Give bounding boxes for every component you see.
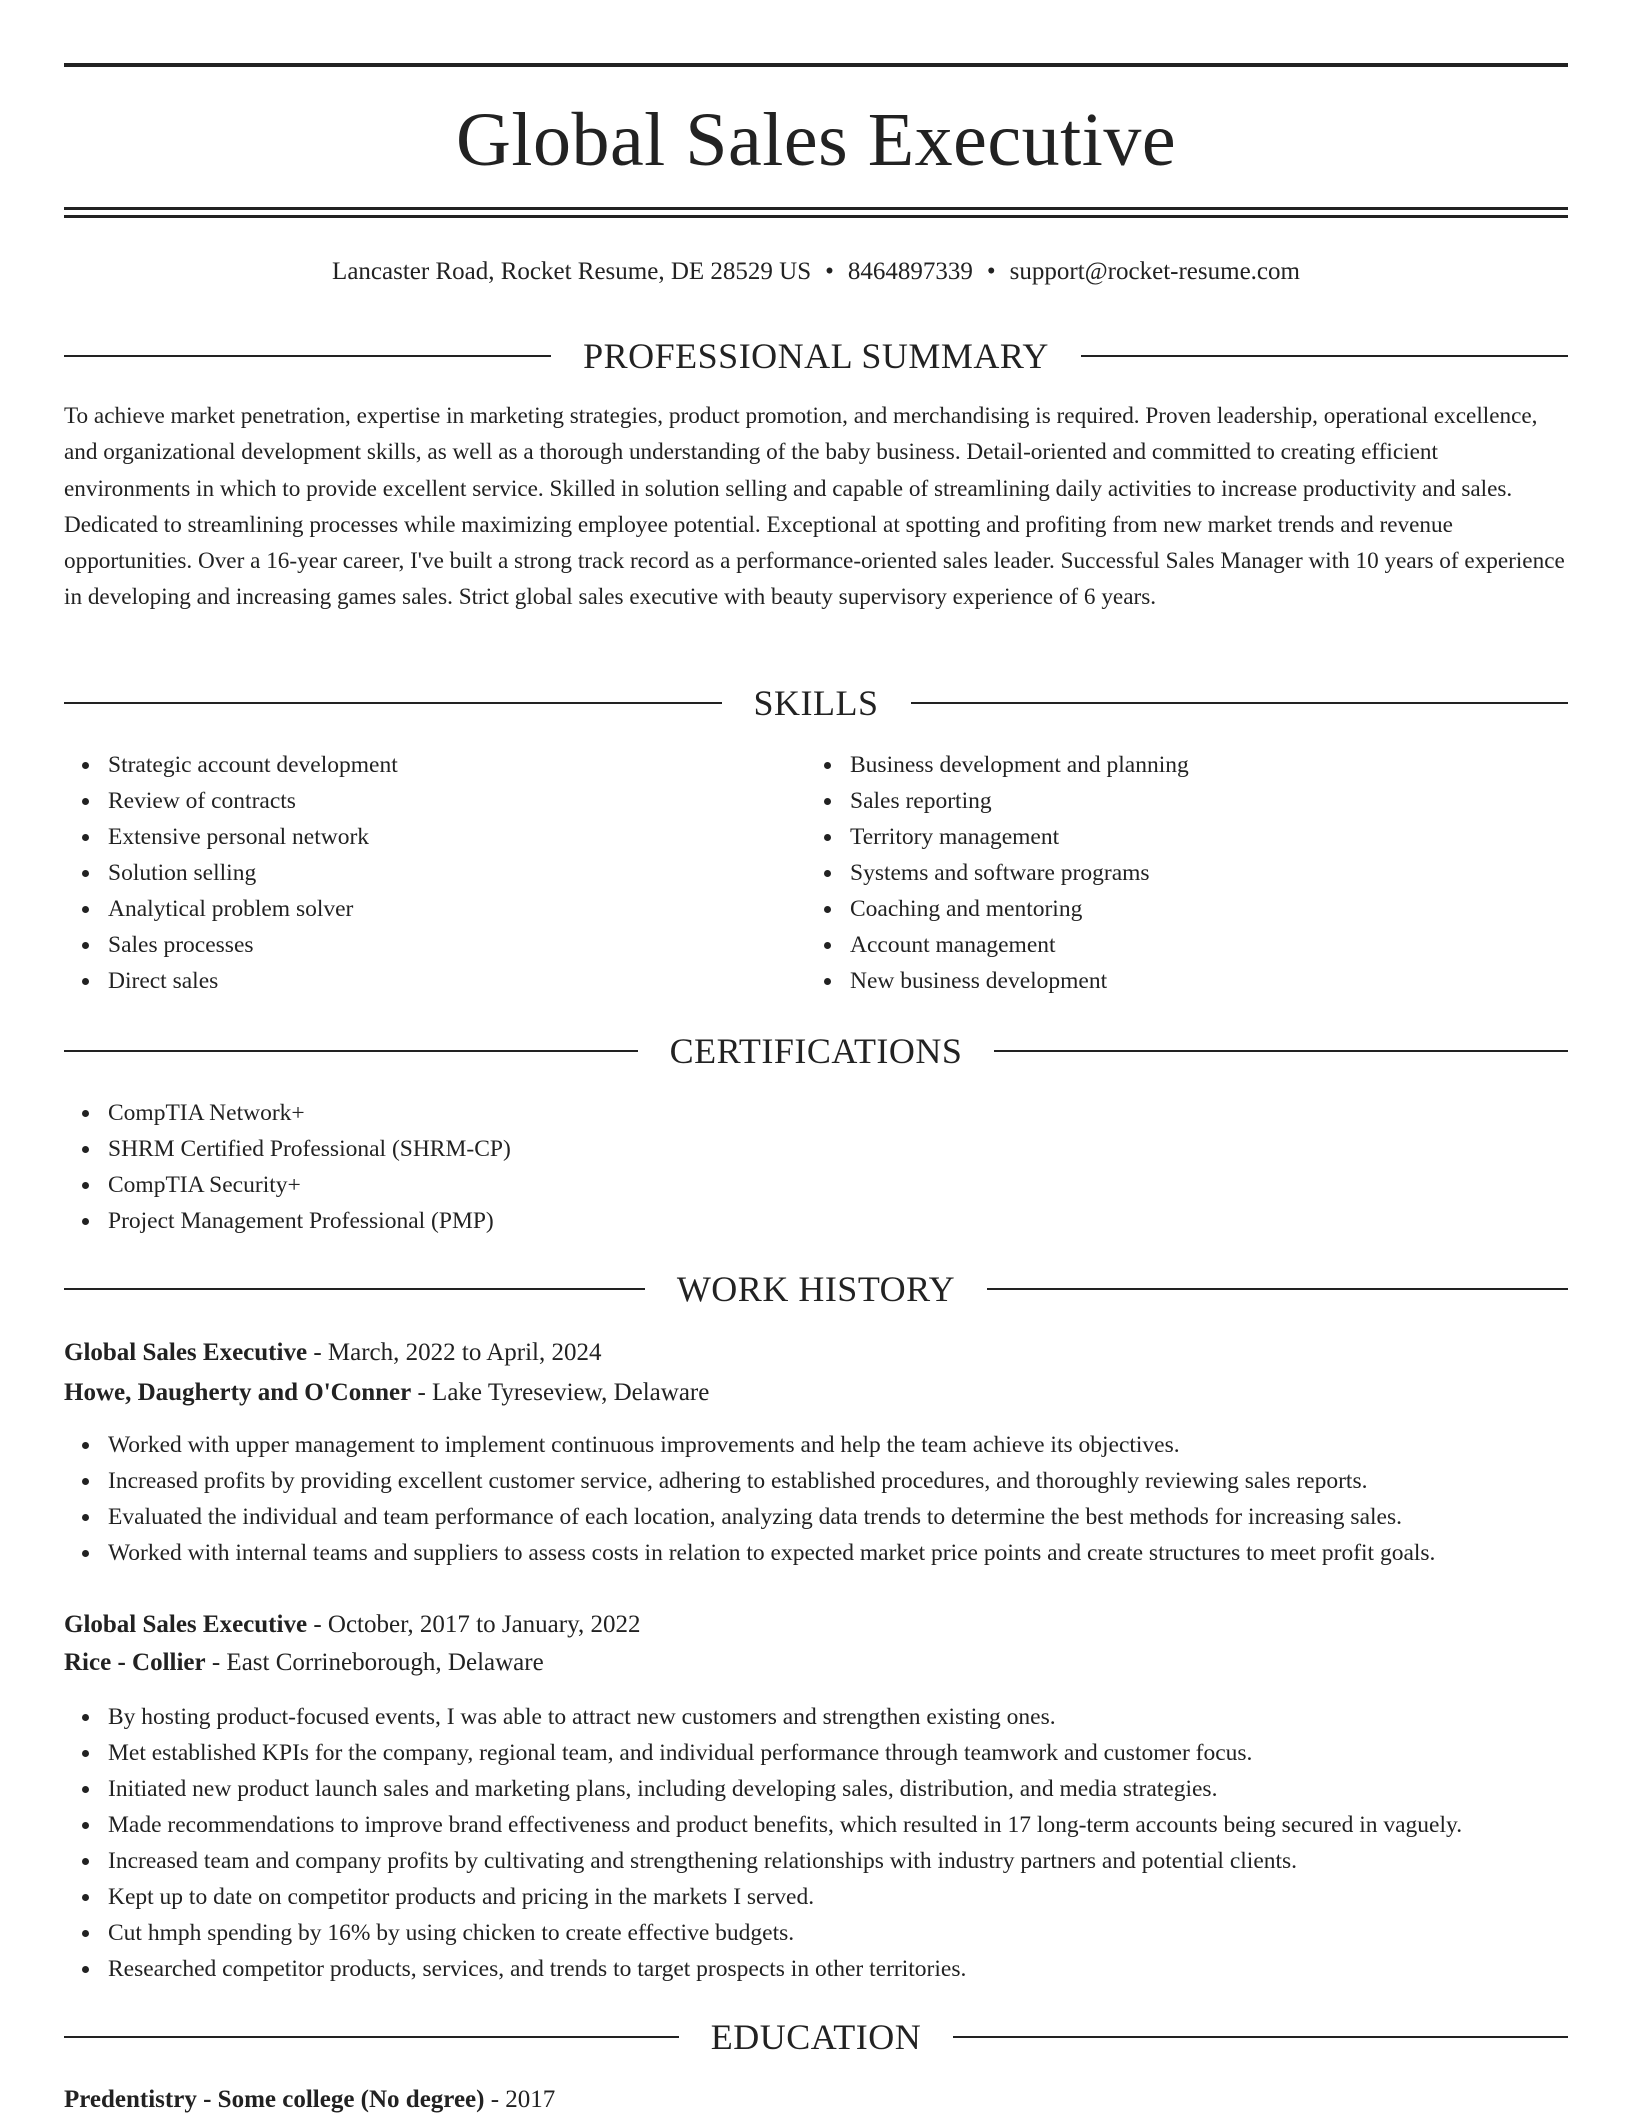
job-bullet: Initiated new product launch sales and marketing plans, including developing sales, distribution, and media strategies. [108, 1771, 1462, 1807]
section-heading-summary [64, 334, 1568, 378]
section-heading-skills [64, 681, 1568, 725]
section-title: WORK HISTORY [676, 1269, 956, 1309]
skill-item: Extensive personal network [108, 819, 398, 855]
section-title: SKILLS [753, 683, 879, 723]
job-title: Global Sales Executive [64, 1611, 308, 1638]
job-bullet: Cut hmph spending by 16% by using chicken to create effective budgets. [108, 1915, 1462, 1951]
education-year: - 2017 [484, 2086, 556, 2113]
education-degree: Predentistry - Some college (No degree) [64, 2086, 485, 2113]
contact-address: Lancaster Road, Rocket Resume, DE 28529 US [332, 258, 812, 285]
contact-separator: • [986, 258, 996, 285]
job-bullets [64, 1427, 1435, 1571]
skill-item: Review of contracts [108, 783, 398, 819]
skill-item: Direct sales [108, 963, 398, 999]
job-location: - Lake Tyreseview, Delaware [411, 1379, 710, 1406]
resume-title: Global Sales Executive [455, 98, 1177, 182]
heading-rule [1081, 355, 1568, 357]
heading-rule [987, 1288, 1568, 1290]
certification-item: SHRM Certified Professional (SHRM-CP) [108, 1131, 511, 1167]
job-bullet: By hosting product-focused events, I was able to attract new customers and strengthen existing ones. [108, 1699, 1462, 1735]
skill-item: Systems and software programs [850, 855, 1189, 891]
skill-item: Territory management [850, 819, 1189, 855]
skill-item: Coaching and mentoring [850, 891, 1189, 927]
skill-item: Analytical problem solver [108, 891, 398, 927]
skill-item: Business development and planning [850, 747, 1189, 783]
education-line [64, 2082, 1568, 2118]
section-title: PROFESSIONAL SUMMARY [583, 336, 1049, 376]
header-top-rule [64, 63, 1568, 67]
job-bullet: Increased profits by providing excellent customer service, adhering to established procedures, and thoroughly reviewing sales reports. [108, 1463, 1435, 1499]
contact-line [64, 255, 1568, 289]
skills-list-left [64, 747, 398, 999]
contact-phone: 8464897339 [847, 258, 973, 285]
job-bullet: Met established KPIs for the company, regional team, and individual performance through teamwork and customer focus. [108, 1735, 1462, 1771]
heading-rule [64, 1288, 645, 1290]
section-heading-certifications [64, 1029, 1568, 1073]
skill-item: Strategic account development [108, 747, 398, 783]
job-company: Rice - Collier [64, 1649, 206, 1676]
heading-rule [911, 702, 1569, 704]
job-bullet: Evaluated the individual and team performance of each location, analyzing data trends to determine the best methods for increasing sales. [108, 1499, 1435, 1535]
job-bullets [64, 1699, 1462, 1987]
job-bullet: Worked with upper management to implement continuous improvements and help the team achieve its objectives. [108, 1427, 1435, 1463]
header-double-rule-lower [64, 215, 1568, 218]
skill-item: New business development [850, 963, 1189, 999]
heading-rule [994, 1050, 1568, 1052]
job-bullet: Kept up to date on competitor products and pricing in the markets I served. [108, 1879, 1462, 1915]
job-company-line [64, 1375, 1568, 1411]
certification-item: CompTIA Security+ [108, 1167, 511, 1203]
certification-item: Project Management Professional (PMP) [108, 1203, 511, 1239]
skill-item: Sales processes [108, 927, 398, 963]
heading-rule [64, 355, 551, 357]
heading-rule [64, 2036, 679, 2038]
skill-item: Account management [850, 927, 1189, 963]
skill-item: Solution selling [108, 855, 398, 891]
section-title: EDUCATION [710, 2017, 922, 2057]
job-company: Howe, Daugherty and O'Conner [64, 1379, 412, 1406]
job-location: - East Corrineborough, Delaware [205, 1649, 544, 1676]
certification-item: CompTIA Network+ [108, 1095, 511, 1131]
job-title: Global Sales Executive [64, 1339, 308, 1366]
job-company-line [64, 1645, 1568, 1681]
skills-list-right [806, 747, 1189, 999]
section-title: CERTIFICATIONS [669, 1031, 963, 1071]
job-dates: - October, 2017 to January, 2022 [307, 1611, 641, 1638]
heading-rule [64, 1050, 638, 1052]
job-bullet: Made recommendations to improve brand effectiveness and product benefits, which resulted in 17 long-term accounts being secured in vaguely. [108, 1807, 1462, 1843]
job-bullet: Worked with internal teams and suppliers to assess costs in relation to expected market price points and create structures to meet profit goals. [108, 1535, 1435, 1571]
job-bullet: Researched competitor products, services, and trends to target prospects in other territories. [108, 1951, 1462, 1987]
contact-separator: • [825, 258, 834, 285]
job-title-line [64, 1607, 1568, 1643]
header-double-rule-upper [64, 207, 1568, 210]
section-heading-education [64, 2015, 1568, 2059]
certifications-list [64, 1095, 511, 1239]
job-bullet: Increased team and company profits by cultivating and strengthening relationships with industry partners and potential clients. [108, 1843, 1462, 1879]
skill-item: Sales reporting [850, 783, 1189, 819]
job-title-line [64, 1335, 1568, 1371]
job-dates: - March, 2022 to April, 2024 [307, 1339, 602, 1366]
heading-rule [953, 2036, 1568, 2038]
section-heading-work-history [64, 1267, 1568, 1311]
contact-email: support@rocket-resume.com [1009, 258, 1300, 285]
heading-rule [64, 702, 722, 704]
summary-paragraph: To achieve market penetration, expertise in marketing strategies, product promotion, and merchandising is required. Proven leadership, operational excellence, and organizational development skills, as well as a thorough understanding of the baby business. Detail-oriented and committed to creating efficient environments in which to provide excellent service. Skilled in solution selling and capable of streamlining daily activities to increase productivity and sales. Dedicated to streamlining processes while maximizing employee potential. Exceptional at spotting and profiting from new market trends and revenue opportunities. Over a 16-year career, I've built a strong track record as a performance-oriented sales leader. Successful Sales Manager with 10 years of experience in developing and increasing games sales. Strict global sales executive with beauty supervisory experience of 6 years. [64, 403, 1565, 611]
